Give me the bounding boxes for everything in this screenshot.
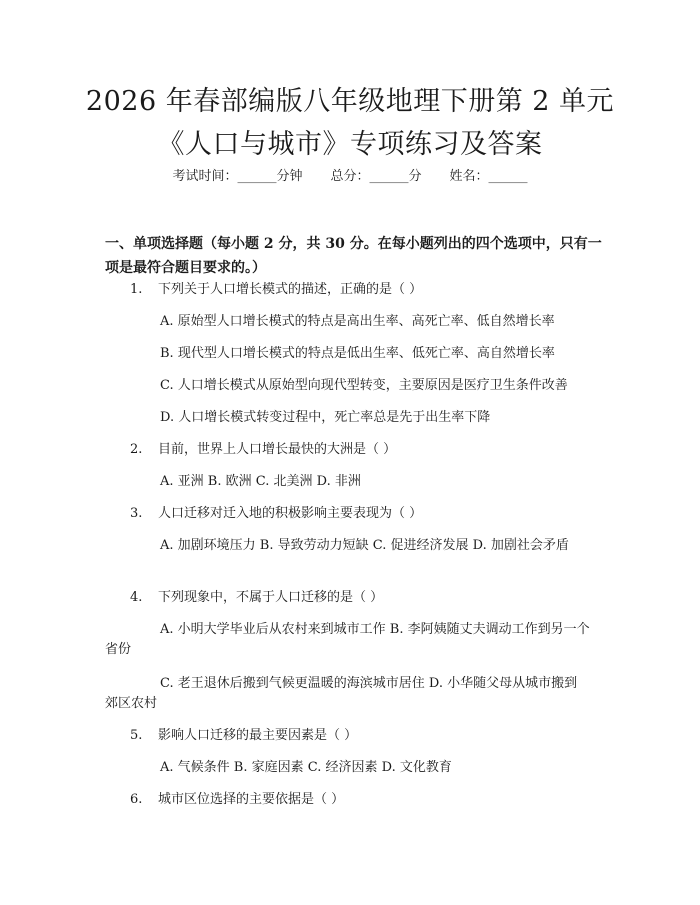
- question-3: [130, 504, 590, 524]
- question-stem: 城市区位选择的主要依据是（ ）: [158, 792, 345, 807]
- option-1c: C. 人口增长模式从原始型向现代型转变，主要原因是医疗卫生条件改善: [160, 378, 568, 393]
- question-4: [130, 588, 590, 608]
- exam-score: 总分：______分: [330, 169, 422, 184]
- question-number: 4.: [130, 590, 143, 605]
- option-1a: A. 原始型人口增长模式的特点是高出生率、高死亡率、低自然增长率: [160, 314, 555, 329]
- title-line-1: 2026 年春部编版八年级地理下册第 2 单元: [85, 86, 615, 117]
- question-5: [130, 726, 590, 746]
- question-number: 2.: [130, 442, 143, 457]
- exam-meta: [0, 168, 700, 186]
- option-4cd: C. 老王退休后搬到气候更温暖的海滨城市居住 D. 小华随父母从城市搬到郊区农村: [105, 676, 578, 711]
- question-number: 6.: [130, 792, 143, 807]
- option-5: A. 气候条件 B. 家庭因素 C. 经济因素 D. 文化教育: [160, 760, 452, 775]
- exam-name: 姓名：______: [449, 169, 528, 184]
- title-line-2: 《人口与城市》专项练习及答案: [157, 129, 543, 160]
- option-1d: D. 人口增长模式转变过程中，死亡率总是先于出生率下降: [160, 410, 491, 425]
- question-1: [130, 280, 590, 300]
- question-stem: 影响人口迁移的最主要因素是（ ）: [158, 728, 358, 743]
- question-stem: 下列现象中，不属于人口迁移的是（ ）: [158, 590, 384, 605]
- question-number: 3.: [130, 506, 143, 521]
- option-2: A. 亚洲 B. 欧洲 C. 北美洲 D. 非洲: [160, 474, 361, 489]
- section-heading: 一、单项选择题（每小题 2 分，共 30 分。在每小题列出的四个选项中，只有一项是最符合题目要求的。）: [105, 236, 602, 276]
- question-number: 5.: [130, 728, 143, 743]
- option-4ab: A. 小明大学毕业后从农村来到城市工作 B. 李阿姨随丈夫调动工作到另一个省份: [105, 622, 590, 657]
- question-number: 1.: [130, 282, 143, 297]
- option-1b: B. 现代型人口增长模式的特点是低出生率、低死亡率、高自然增长率: [160, 346, 555, 361]
- option-3: A. 加剧环境压力 B. 导致劳动力短缺 C. 促进经济发展 D. 加剧社会矛盾: [160, 538, 569, 553]
- question-stem: 下列关于人口增长模式的描述，正确的是（ ）: [158, 282, 423, 297]
- question-stem: 目前，世界上人口增长最快的大洲是（ ）: [158, 442, 397, 457]
- question-stem: 人口迁移对迁入地的积极影响主要表现为（ ）: [158, 506, 423, 521]
- exam-time: 考试时间：______分钟: [172, 169, 303, 184]
- question-6: [130, 790, 590, 810]
- question-2: [130, 440, 590, 460]
